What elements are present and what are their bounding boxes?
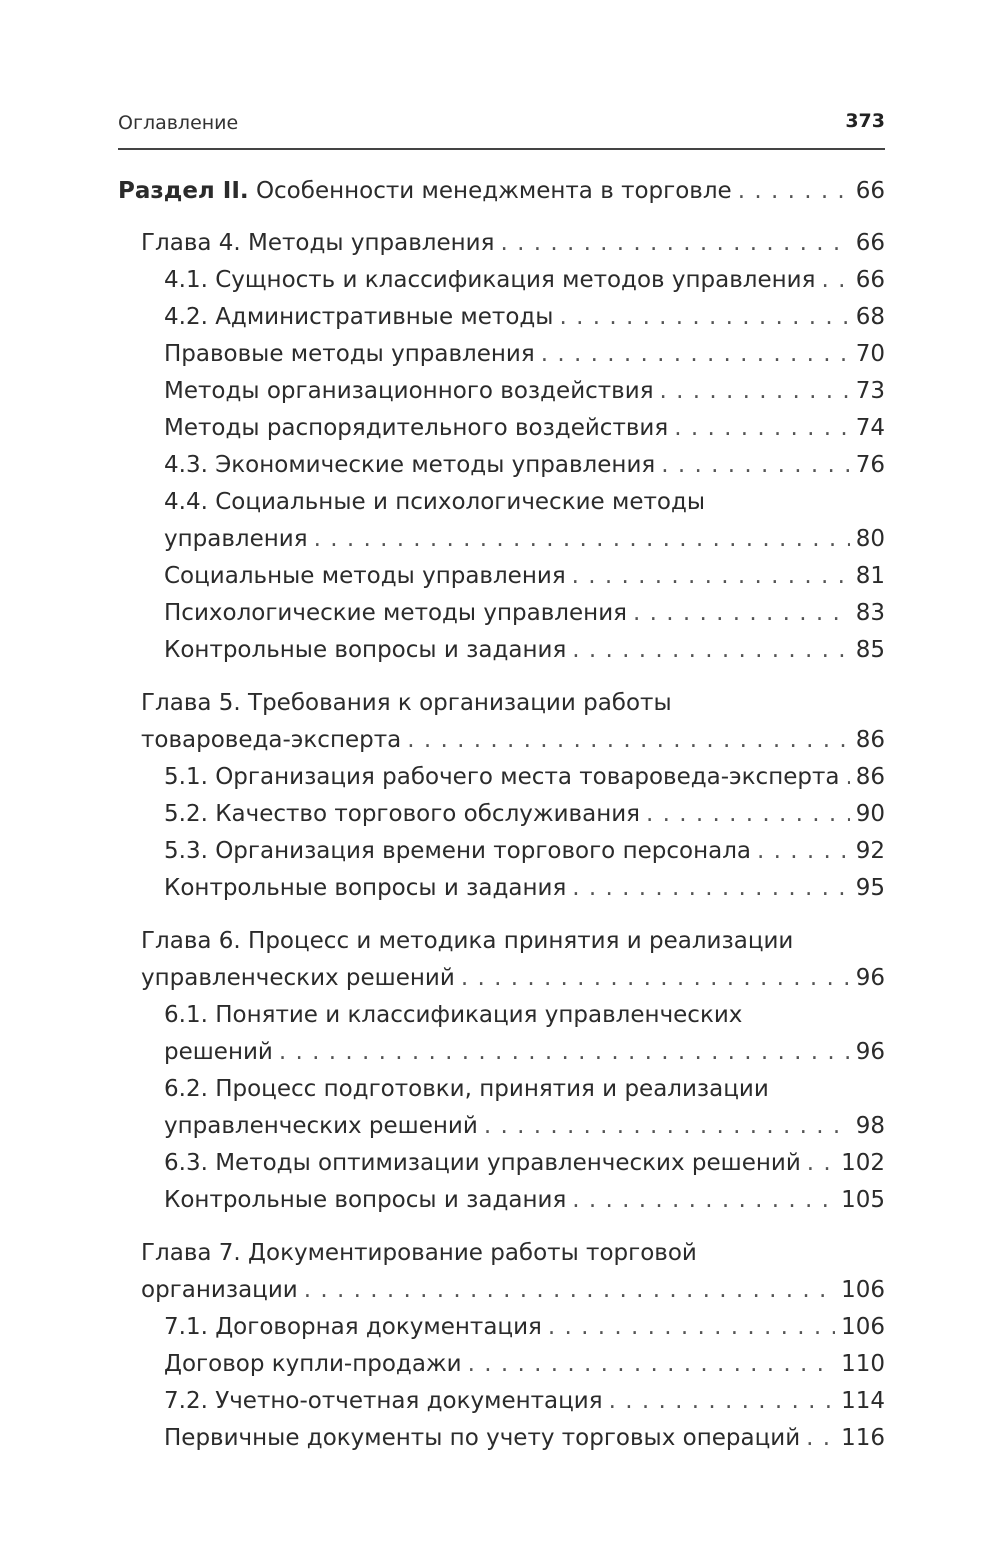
toc-entry-title: Глава 5. Требования к организации работы [141,690,672,716]
running-title: Оглавление [118,112,239,134]
toc-page-number: 83 [855,600,885,626]
dot-leader [461,960,850,996]
toc-entry-ch6-questions [164,1182,885,1218]
toc-page-number: 95 [855,875,885,901]
toc-entry-title: Социальные методы управления [164,563,566,589]
toc-page-number: 73 [855,378,885,404]
toc-entry-6-2-line1 [164,1071,885,1107]
toc-entry-legal-methods [164,336,885,372]
toc-page-number: 105 [841,1187,885,1213]
toc-section-2 [118,173,885,209]
toc-entry-psychological-methods [164,595,885,631]
toc-entry-title: 6.1. Понятие и классификация управленческих [164,1002,743,1028]
toc-entry-title: 6.2. Процесс подготовки, принятия и реализации [164,1076,769,1102]
dot-leader [633,595,850,631]
toc-page-number: 114 [841,1388,885,1414]
dot-leader [806,1420,835,1456]
toc-entry-title: 7.2. Учетно-отчетная документация [164,1388,603,1414]
toc-entry-title: 4.4. Социальные и психологические методы [164,489,706,515]
toc-entry-title: 7.1. Договорная документация [164,1314,542,1340]
toc-entry-title: Первичные документы по учету торговых операций [164,1425,801,1451]
toc-entry-6-1 [164,1034,885,1070]
dot-leader [407,722,849,758]
toc-page-number: 96 [855,965,885,991]
toc-entry-ch5-questions [164,870,885,906]
toc-entry-primary-documents [164,1420,885,1456]
dot-leader [304,1272,835,1308]
toc-entry-title: Правовые методы управления [164,341,535,367]
toc-entry-title: управленческих решений [141,965,455,991]
dot-leader [757,833,850,869]
dot-leader [500,225,849,261]
toc-entry-title: Глава 7. Документирование работы торговой [141,1240,697,1266]
dot-leader [314,521,850,557]
toc-entry-4-2 [164,299,885,335]
toc-entry-title: 6.3. Методы оптимизации управленческих решений [164,1150,801,1176]
toc-entry-title: Методы организационного воздействия [164,378,654,404]
toc-entry-organizational-methods [164,373,885,409]
toc-entry-6-1-line1 [164,997,885,1033]
toc-page-number: 96 [855,1039,885,1065]
running-header [118,110,885,140]
dot-leader [572,632,849,668]
dot-leader [660,373,850,409]
dot-leader [559,299,849,335]
header-rule [118,148,885,150]
toc-page-number: 106 [841,1314,885,1340]
dot-leader [572,558,850,594]
dot-leader [807,1145,835,1181]
toc-entry-title: товароведа-эксперта [141,727,402,753]
dot-leader [484,1108,850,1144]
toc-entry-title: Контрольные вопросы и задания [164,875,567,901]
toc-entry-4-4-line1 [164,484,885,520]
toc-page-number: 85 [855,637,885,663]
toc-entry-social-methods [164,558,885,594]
toc-page-number: 66 [855,178,885,204]
toc-page-number: 80 [855,526,885,552]
toc-entry-title: 4.3. Экономические методы управления [164,452,656,478]
toc-entry-4-1 [164,262,885,298]
dot-leader [845,759,849,795]
toc-entry-5-1 [164,759,885,795]
toc-page-number: 86 [855,727,885,753]
toc-page-number: 90 [855,801,885,827]
toc-page-number: 76 [855,452,885,478]
dot-leader [468,1346,835,1382]
dot-leader [674,410,850,446]
toc-page-number: 66 [855,267,885,293]
toc-entry-title: 5.3. Организация времени торгового персонала [164,838,751,864]
toc-entry-title: 4.1. Сущность и классификация методов управления [164,267,816,293]
toc-page-number: 102 [841,1150,885,1176]
toc-page-number: 74 [855,415,885,441]
toc-entry-title: Глава 4. Методы управления [141,230,495,256]
toc-entry-title: Контрольные вопросы и задания [164,1187,567,1213]
dot-leader [279,1034,850,1070]
toc-entry-ch4-questions [164,632,885,668]
toc-entry-title: Методы распорядительного воздействия [164,415,669,441]
toc-entry-5-3 [164,833,885,869]
toc-chapter-7 [141,1272,885,1308]
toc-entry-title: 4.2. Административные методы [164,304,554,330]
toc-entry-4-3 [164,447,885,483]
toc-entry-title: управления [164,526,308,552]
dot-leader [609,1383,835,1419]
toc-entry-7-1 [164,1309,885,1345]
toc-entry-6-2 [164,1108,885,1144]
toc-page-number: 68 [855,304,885,330]
toc-entry-title: Глава 6. Процесс и методика принятия и реализации [141,928,794,954]
dot-leader [572,1182,835,1218]
toc-page-number: 86 [855,764,885,790]
toc-entry-title: решений [164,1039,273,1065]
toc-chapter-5-line1 [141,685,885,721]
toc-chapter-4 [141,225,885,261]
toc-entry-title: Психологические методы управления [164,600,627,626]
toc-entry-title: организации [141,1277,298,1303]
page-number: 373 [845,110,885,132]
toc-chapter-6 [141,960,885,996]
toc-entry-title: Контрольные вопросы и задания [164,637,567,663]
toc-chapter-5 [141,722,885,758]
dot-leader [541,336,850,372]
toc-entry-title [118,173,732,209]
toc-chapter-7-line1 [141,1235,885,1271]
dot-leader [646,796,850,832]
dot-leader [548,1309,835,1345]
toc-chapter-6-line1 [141,923,885,959]
toc-page-number: 66 [855,230,885,256]
dot-leader [661,447,849,483]
toc-entry-5-2 [164,796,885,832]
toc-entry-title: 5.1. Организация рабочего места товароведа-эксперта [164,764,840,790]
toc-page-number: 110 [841,1351,885,1377]
dot-leader [821,262,849,298]
toc-page-number: 106 [841,1277,885,1303]
toc-entry-administrative-methods [164,410,885,446]
toc-page-number: 81 [855,563,885,589]
dot-leader [572,870,849,906]
toc-page-number: 116 [841,1425,885,1451]
toc-entry-title: Договор купли-продажи [164,1351,462,1377]
toc-entry-title: 5.2. Качество торгового обслуживания [164,801,641,827]
toc-entry-sale-contract [164,1346,885,1382]
toc-page-number: 70 [855,341,885,367]
toc-entry-7-2 [164,1383,885,1419]
toc-page-number: 98 [855,1113,885,1139]
section-title: Особенности менеджмента в торговле [255,178,732,204]
dot-leader [738,173,850,209]
toc-entry-4-4 [164,521,885,557]
toc-entry-title: управленческих решений [164,1113,478,1139]
section-label: Раздел II. [118,178,249,204]
toc-page-number: 92 [855,838,885,864]
toc-entry-6-3 [164,1145,885,1181]
